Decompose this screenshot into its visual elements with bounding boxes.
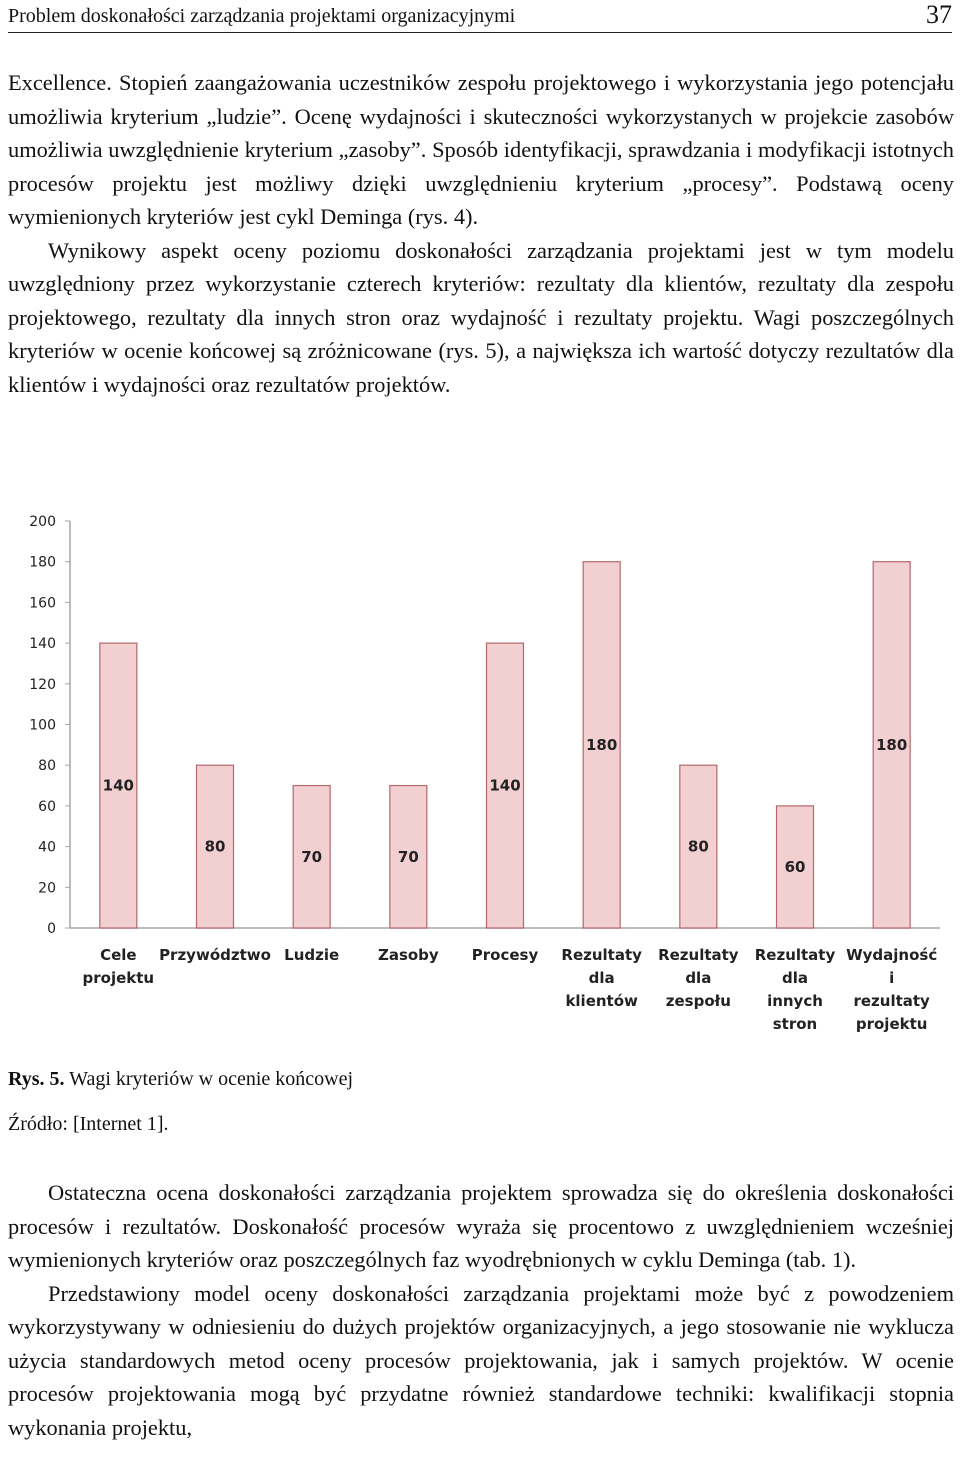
x-tick-label: Wydajność	[846, 946, 938, 964]
y-tick-label: 160	[29, 595, 56, 612]
y-tick-label: 40	[38, 839, 56, 856]
x-tick-label: Rezultaty	[754, 946, 836, 964]
paragraph: Wynikowy aspekt oceny poziomu doskonałości zarządzania projektami jest w tym modelu uwzględniony przez wykorzystanie czterech kryteriów: rezultaty dla klientów, rezultaty dla zespołu projektowego, rezultaty dla innych stron oraz wydajność i rezultaty projektu. Wagi poszczególnych kryteriów w ocenie końcowej są zróżnicowane (rys. 5), a największa ich wartość dotyczy rezultatów dla klientów i wydajności oraz rezultatów projektów.	[8, 237, 954, 397]
y-tick-label: 200	[29, 514, 56, 530]
x-tick-label: dla	[588, 969, 615, 987]
x-tick-label: zespołu	[665, 992, 731, 1010]
x-tick-label: stron	[772, 1015, 818, 1033]
figure-caption	[8, 1068, 353, 1091]
body-text-top	[8, 66, 954, 401]
y-tick-label: 60	[38, 798, 56, 815]
paragraph: Excellence. Stopień zaangażowania uczestników zespołu projektowego i wykorzystania jego potencjału umożliwia kryterium „ludzie”. Ocenę wydajności i skuteczności wykorzystanych w projekcie zasobów umożliwia uwzględnienie kryterium „zasoby”. Sposób identyfikacji, sprawdzania i modyfikacji istotnych procesów projektu jest możliwy dzięki uwzględnieniu kryterium „procesy”. Podstawą oceny wymienionych kryteriów jest cykl Deminga (rys. 4).	[8, 70, 954, 229]
x-tick-label: klientów	[565, 992, 638, 1010]
data-label: 80	[687, 837, 709, 856]
x-tick-label: dla	[781, 969, 809, 987]
x-tick-label: rezultaty	[853, 992, 930, 1010]
data-label: 140	[489, 776, 521, 795]
x-tick-label: Cele	[100, 946, 137, 964]
y-tick-label: 180	[29, 554, 56, 571]
y-tick-label: 80	[38, 758, 56, 775]
data-label: 180	[876, 735, 908, 754]
paragraph: Ostateczna ocena doskonałości zarządzania projektem sprowadza się do określenia doskonałości procesów i rezultatów. Doskonałość procesów wyraża się procentowo z uwzględnieniem wcześniej wymienionych kryteriów oraz poszczególnych faz wyodrębnionych w cyklu Deminga (tab. 1).	[8, 1180, 954, 1272]
x-tick-label: Procesy	[471, 946, 539, 964]
header-title: Problem doskonałości zarządzania projektami organizacyjnymi	[8, 5, 516, 27]
page-number: 37	[926, 0, 952, 29]
data-label: 70	[397, 847, 419, 866]
x-tick-label: i	[889, 969, 895, 987]
y-tick-label: 0	[47, 921, 56, 937]
y-tick-label: 100	[29, 717, 56, 734]
x-tick-label: projektu	[855, 1015, 928, 1033]
data-label: 60	[784, 857, 806, 876]
x-tick-label: Przywództwo	[159, 946, 271, 964]
bar-chart	[0, 505, 960, 1050]
data-label: 70	[301, 847, 323, 866]
y-tick-label: 120	[29, 676, 56, 693]
body-text-bottom	[8, 1176, 954, 1444]
x-tick-label: projektu	[82, 969, 155, 987]
data-label: 180	[586, 735, 618, 754]
x-tick-label: innych	[767, 992, 823, 1010]
y-tick-label: 20	[38, 880, 56, 897]
x-tick-label: dla	[685, 969, 712, 987]
figure-caption-text: Wagi kryteriów w ocenie końcowej	[69, 1068, 354, 1090]
figure-source: Źródło: [Internet 1].	[8, 1113, 169, 1135]
x-tick-label: Zasoby	[377, 946, 439, 964]
running-header	[8, 0, 952, 33]
figure-label: Rys. 5.	[8, 1068, 65, 1090]
x-tick-label: Ludzie	[284, 946, 340, 964]
data-label: 80	[204, 837, 226, 856]
paragraph: Przedstawiony model oceny doskonałości zarządzania projektami może być z powodzeniem wykorzystywany w odniesieniu do dużych projektów organizacyjnych, a jego stosowanie nie wyklucza użycia standardowych metod oceny procesów projektowania, jak i samych projektów. W ocenie procesów projektowania mogą być przydatne również standardowe techniki: kwalifikacji stopnia wykonania projektu,	[8, 1280, 954, 1440]
x-tick-label: Rezultaty	[658, 946, 739, 964]
data-label: 140	[102, 776, 134, 795]
y-tick-label: 140	[29, 636, 56, 653]
x-tick-label: Rezultaty	[561, 946, 642, 964]
